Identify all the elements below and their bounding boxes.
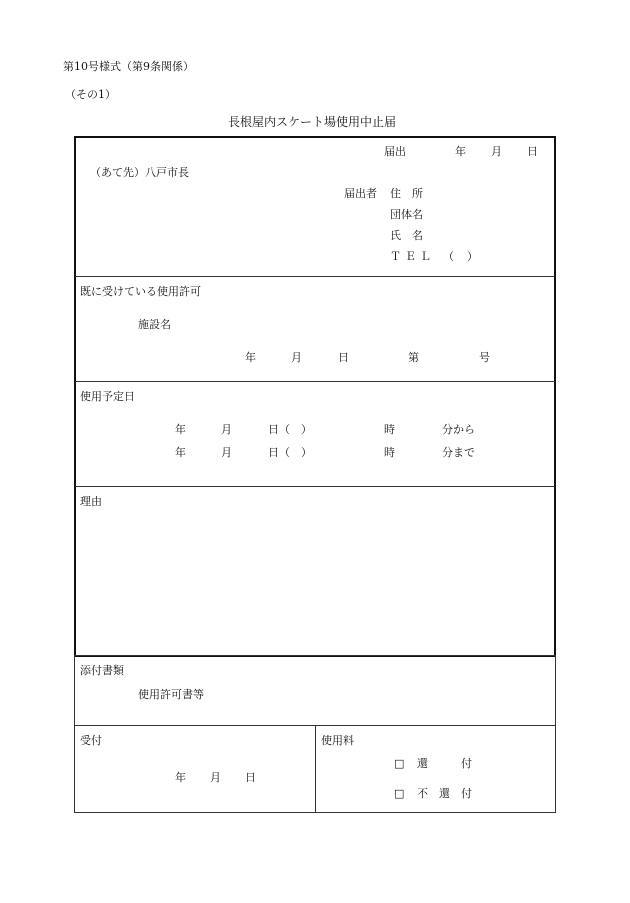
facility-label: 施設名 xyxy=(138,318,171,331)
date-month: 月 xyxy=(491,145,502,158)
start-minute-from: 分から xyxy=(442,423,475,436)
date-year: 年 xyxy=(455,145,466,158)
date-day: 日 xyxy=(527,145,538,158)
refund-label: 還 付 xyxy=(417,757,472,770)
divider-reception-fee xyxy=(315,725,316,813)
main-form-frame xyxy=(74,136,556,657)
org-label: 団体名 xyxy=(390,208,423,221)
divider-after-permit xyxy=(75,381,555,382)
permit-number-suffix: 号 xyxy=(479,351,490,364)
start-month: 月 xyxy=(221,423,232,436)
tel-paren-close: ） xyxy=(467,250,478,263)
applicant-label: 届出者 xyxy=(344,187,377,200)
name-label: 氏 名 xyxy=(390,229,423,242)
permit-day: 日 xyxy=(338,351,349,364)
address-label: 住 所 xyxy=(390,187,423,200)
start-year: 年 xyxy=(175,423,186,436)
no-refund-checkbox[interactable]: □ xyxy=(394,787,405,800)
end-year: 年 xyxy=(175,446,186,459)
attachment-item: 使用許可書等 xyxy=(138,688,204,701)
divider-after-notification xyxy=(75,276,555,277)
document-title: 長根屋内スケート場使用中止届 xyxy=(228,115,397,129)
date-label: 届出 xyxy=(384,145,406,158)
reason-label: 理由 xyxy=(80,495,102,508)
permit-number-prefix: 第 xyxy=(408,351,419,364)
start-hour: 時 xyxy=(384,423,395,436)
reception-day: 日 xyxy=(245,771,256,784)
end-minute-until: 分まで xyxy=(442,446,475,459)
refund-checkbox[interactable]: □ xyxy=(394,757,405,770)
addressee: （あて先）八戸市長 xyxy=(90,166,189,179)
reception-label: 受付 xyxy=(80,734,102,747)
end-day: 日（ ） xyxy=(268,446,312,459)
fee-label: 使用料 xyxy=(321,734,354,747)
schedule-section-label: 使用予定日 xyxy=(80,390,135,403)
reception-month: 月 xyxy=(210,771,221,784)
tel-paren-open: （ xyxy=(443,250,454,263)
divider-after-schedule xyxy=(75,486,555,487)
attachments-label: 添付書類 xyxy=(80,664,124,677)
no-refund-label: 不 還 付 xyxy=(417,787,472,800)
sub-number: （その1） xyxy=(65,88,116,101)
tel-label: ＴＥＬ xyxy=(390,250,435,263)
start-day: 日（ ） xyxy=(268,423,312,436)
permit-year: 年 xyxy=(245,351,256,364)
form-number: 第10号様式（第9条関係） xyxy=(63,60,194,73)
end-hour: 時 xyxy=(384,446,395,459)
permit-section-label: 既に受けている使用許可 xyxy=(80,285,201,298)
end-month: 月 xyxy=(221,446,232,459)
permit-month: 月 xyxy=(291,351,302,364)
reception-year: 年 xyxy=(175,771,186,784)
